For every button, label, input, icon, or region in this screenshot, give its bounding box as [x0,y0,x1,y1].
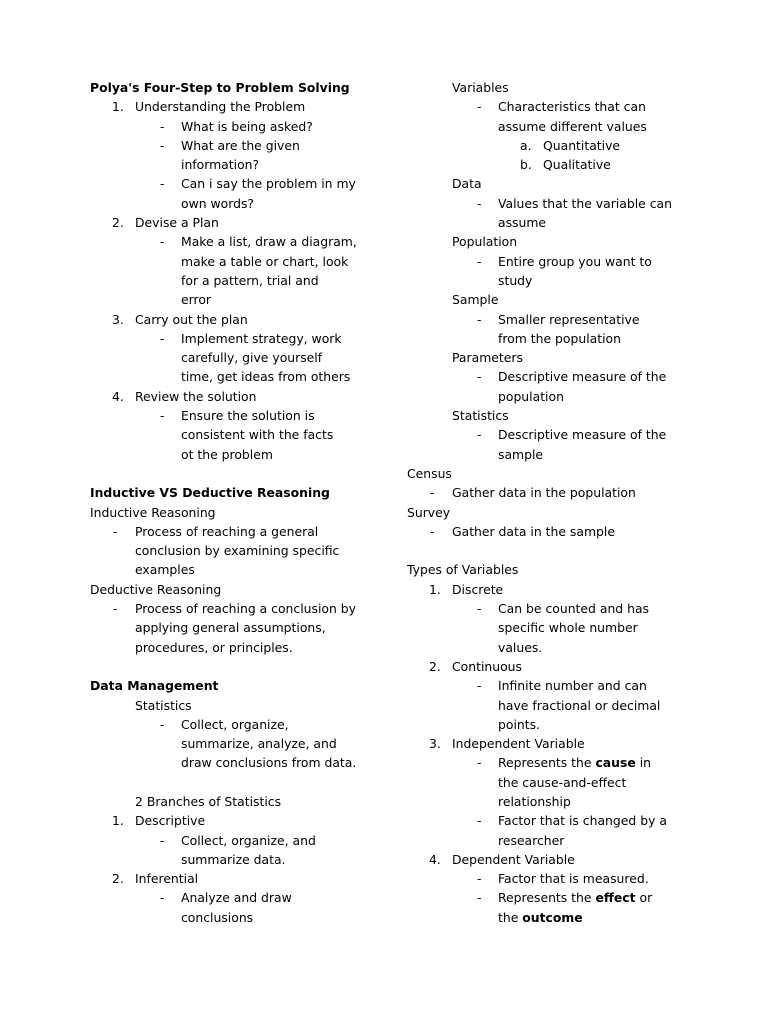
bullet-dash: - [477,195,482,211]
list-item [407,78,707,97]
list-item [407,271,707,290]
bullet-dash: - [160,330,165,346]
list-item [90,888,390,907]
line-text: Carry out the plan [135,311,248,327]
bullet-dash: - [430,485,435,501]
list-item [90,850,390,869]
bullet-dash: - [160,890,165,906]
list-item [90,560,390,579]
list-item [90,831,390,850]
list-item [407,117,707,136]
list-number: 4. [112,388,124,404]
list-item [90,425,390,444]
line-text: Discrete [452,581,504,597]
blank-line [90,773,390,792]
list-item [90,753,390,772]
list-item [407,580,707,599]
list-item [407,445,707,464]
line-text: Descriptive measure of the [498,369,667,385]
text-run: Represents the [498,755,596,771]
line-text: Variables [452,80,509,95]
line-text: What is being asked? [181,118,313,134]
list-item [90,599,390,618]
line-text: Survey [407,504,451,520]
line-text: Qualitative [543,157,611,173]
bullet-dash: - [160,176,165,192]
list-item [407,194,707,213]
line-text: population [498,388,564,404]
list-item [407,290,707,309]
line-text [498,755,651,770]
line-text: Inductive VS Deductive Reasoning [90,485,330,501]
line-text: Dependent Variable [452,851,575,867]
list-item [90,734,390,753]
list-item [407,811,707,830]
line-text: Types of Variables [407,562,519,578]
list-number: 3. [112,311,124,327]
list-item [407,136,707,155]
list-number: 3. [429,736,441,752]
bullet-dash: - [160,832,165,848]
bullet-dash: - [477,369,482,385]
line-text: Entire group you want to [498,253,652,269]
line-text: Factor that is changed by a [498,813,667,829]
line-text: Gather data in the sample [452,523,615,539]
bullet-dash: - [477,427,482,443]
list-item [90,136,390,155]
line-text: Can i say the problem in my [181,176,356,192]
list-item [90,908,390,927]
bullet-dash: - [160,118,165,134]
list-item [407,676,707,695]
list-item [407,464,707,483]
line-text: from the population [498,330,621,346]
line-text: relationship [498,793,571,809]
list-item [90,213,390,232]
line-text: assume [498,215,547,231]
line-text: carefully, give yourself [181,350,323,366]
list-item [407,232,707,251]
list-item [407,908,707,927]
list-item [407,734,707,753]
bullet-dash: - [160,716,165,732]
line-text: consistent with the facts [181,427,334,443]
line-text: draw conclusions from data. [181,755,357,771]
list-item [90,715,390,734]
line-text: error [181,292,211,308]
line-text: Factor that is measured. [498,871,649,887]
list-item [90,174,390,193]
line-text: Characteristics that can [498,99,646,115]
list-item [407,387,707,406]
bullet-dash: - [113,601,118,617]
list-item [407,406,707,425]
line-text: time, get ideas from others [181,369,351,385]
list-item [407,483,707,502]
text-run: or [635,890,653,906]
line-text: sample [498,446,544,462]
list-item [407,850,707,869]
line-text: information? [181,157,260,173]
line-text: Polya's Four-Step to Problem Solving [90,80,350,95]
list-item [407,503,707,522]
list-item [407,599,707,618]
list-item [90,329,390,348]
bullet-dash: - [477,755,482,771]
list-item [407,888,707,907]
line-text: Values that the variable can [498,195,672,211]
bullet-dash: - [477,253,482,269]
line-text: What are the given [181,137,300,153]
line-text [498,890,652,905]
line-text: conclusion by examining specific [135,543,340,559]
list-item [90,618,390,637]
bullet-dash: - [160,408,165,424]
list-item [90,97,390,116]
list-item [90,580,390,599]
line-text: researcher [498,832,565,848]
line-text: Understanding the Problem [135,99,306,115]
text-run: in [635,755,651,771]
list-item [90,155,390,174]
line-text: Process of reaching a conclusion by [135,601,356,617]
bullet-dash: - [477,813,482,829]
list-item [90,541,390,560]
bold-term: cause [595,755,636,771]
list-item [407,329,707,348]
bold-term: outcome [522,909,583,925]
line-text: Deductive Reasoning [90,581,222,597]
list-number: 2. [429,658,441,674]
line-text [498,910,583,925]
bullet-dash: - [477,601,482,617]
line-text: examples [135,562,195,578]
list-number: 2. [112,871,124,887]
list-item [407,310,707,329]
line-text: Quantitative [543,137,621,153]
list-item [407,753,707,772]
list-item [90,367,390,386]
line-text: Statistics [452,408,509,424]
blank-line [90,464,390,483]
line-text: Gather data in the population [452,485,636,501]
list-item [407,174,707,193]
bullet-dash: - [430,523,435,539]
bullet-dash: - [477,871,482,887]
list-item [90,503,390,522]
list-item [407,155,707,174]
line-text: Can be counted and has [498,601,649,617]
list-item [90,290,390,309]
list-item [407,560,707,579]
line-text: have fractional or decimal [498,697,661,713]
list-item [407,618,707,637]
line-text: Inductive Reasoning [90,504,216,520]
list-item [90,271,390,290]
list-item [90,638,390,657]
section-heading [90,676,390,695]
line-text: conclusions [181,909,254,925]
line-text: Implement strategy, work [181,330,342,346]
bullet-dash: - [477,311,482,327]
list-item [407,657,707,676]
line-text: Inferential [135,871,199,887]
section-heading [90,483,390,502]
line-text: Data Management [90,678,219,694]
text-run: Represents the [498,890,596,906]
text-run: the [498,909,523,925]
line-text: make a table or chart, look [181,253,349,269]
line-text: Descriptive measure of the [498,427,667,443]
list-item [407,638,707,657]
line-text: Make a list, draw a diagram, [181,234,357,250]
bullet-dash: - [160,137,165,153]
list-item [407,773,707,792]
list-number: 2. [112,215,124,231]
line-text: Parameters [452,350,523,366]
line-text: Ensure the solution is [181,408,315,424]
list-item [407,831,707,850]
list-item [407,522,707,541]
list-item [90,117,390,136]
list-item [90,252,390,271]
line-text: for a pattern, trial and [181,272,319,288]
line-text: Smaller representative [498,311,640,327]
list-item [90,310,390,329]
line-text: assume different values [498,118,647,134]
line-text: Review the solution [135,388,257,404]
bullet-dash: - [477,678,482,694]
bullet-dash: - [477,890,482,906]
list-number: 1. [429,581,441,597]
list-item [407,792,707,811]
list-number: b. [520,157,532,173]
list-item [90,348,390,367]
list-item [407,348,707,367]
list-item [90,811,390,830]
line-text: applying general assumptions, [135,620,326,636]
line-text: Collect, organize, and [181,832,316,848]
list-item [90,696,390,715]
line-text: Population [452,234,518,250]
section-heading [90,78,390,97]
line-text: Collect, organize, [181,716,289,732]
list-item [90,792,390,811]
line-text: study [498,272,533,288]
list-number: 1. [112,813,124,829]
line-text: own words? [181,195,254,211]
line-text: Continuous [452,658,522,674]
line-text: values. [498,639,543,655]
list-item [407,696,707,715]
line-text: Data [452,176,482,192]
line-text: Descriptive [135,813,206,829]
list-item [407,213,707,232]
list-item [407,367,707,386]
list-number: a. [520,137,532,153]
bullet-dash: - [160,234,165,250]
bold-term: effect [595,890,636,906]
bullet-dash: - [477,99,482,115]
line-text: Statistics [135,697,192,713]
line-text: the cause-and-effect [498,774,627,790]
blank-line [407,541,707,560]
list-item [90,522,390,541]
line-text: Process of reaching a general [135,523,319,539]
list-item [407,715,707,734]
line-text: Independent Variable [452,736,585,752]
list-item [407,425,707,444]
list-item [90,387,390,406]
line-text: Analyze and draw [181,890,292,906]
line-text: specific whole number [498,620,638,636]
right-column [407,78,707,927]
blank-line [90,657,390,676]
list-item [90,869,390,888]
list-item [90,194,390,213]
line-text: Census [407,465,452,481]
list-item [90,232,390,251]
left-column [90,78,390,927]
line-text: procedures, or principles. [135,639,293,655]
line-text: Sample [452,292,499,308]
list-number: 4. [429,851,441,867]
bullet-dash: - [113,523,118,539]
list-item [407,252,707,271]
line-text: points. [498,716,540,732]
line-text: summarize data. [181,851,286,867]
line-text: ot the problem [181,446,273,462]
line-text: Infinite number and can [498,678,647,694]
list-item [90,406,390,425]
line-text: summarize, analyze, and [181,736,337,752]
line-text: Devise a Plan [135,215,219,231]
list-number: 1. [112,99,124,115]
list-item [90,445,390,464]
list-item [407,869,707,888]
list-item [407,97,707,116]
line-text: 2 Branches of Statistics [135,793,282,809]
